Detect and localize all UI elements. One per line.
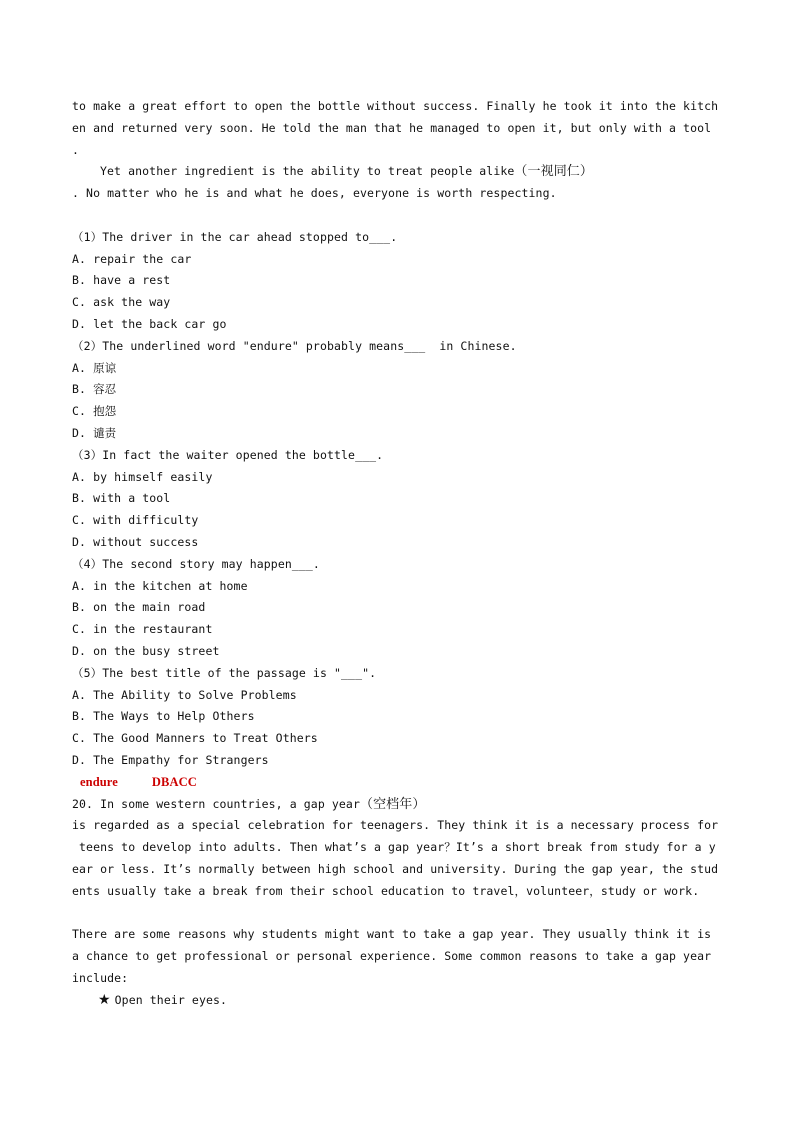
question-1 xyxy=(72,227,722,336)
question-stem: （5）The best title of the passage is "___". xyxy=(72,665,377,680)
ingredient-paragraph xyxy=(72,161,722,183)
question-stem: （4）The second story may happen___. xyxy=(72,556,320,571)
passage-top xyxy=(72,96,722,161)
option: D. The Empathy for Strangers xyxy=(72,752,269,767)
ingredient-chinese-gloss: （一视同仁） xyxy=(514,164,594,180)
option-text: B. 容忍 xyxy=(72,382,117,397)
spacer xyxy=(72,205,722,227)
paragraph-line: There are some reasons why students might want to take a gap year. They usually think it is xyxy=(72,927,712,942)
paragraph-line: teens to develop into adults. Then what’s a gap year？It’s a short break from study for a y xyxy=(72,840,716,855)
option xyxy=(72,423,722,445)
paragraph-line: ear or less. It’s normally between high school and university. During the gap year, the stud xyxy=(72,861,719,876)
ingredient-text: Yet another ingredient is the ability to treat people alike xyxy=(100,164,515,179)
passage-line: en and returned very soon. He told the man that he managed to open it, but only with a tool xyxy=(72,120,712,135)
question-stem: （1）The driver in the car ahead stopped to___. xyxy=(72,229,398,244)
paragraph-line: a chance to get professional or personal experience. Some common reasons to take a gap year xyxy=(72,949,712,964)
answer-word: endure xyxy=(80,774,118,789)
bullet-item xyxy=(72,990,722,1012)
option: B. on the main road xyxy=(72,600,206,615)
option xyxy=(72,401,722,423)
option: C. The Good Manners to Treat Others xyxy=(72,731,318,746)
question-20-heading xyxy=(72,794,722,816)
option: A. in the kitchen at home xyxy=(72,578,248,593)
question-3 xyxy=(72,445,722,554)
option: C. ask the way xyxy=(72,295,171,310)
question-4 xyxy=(72,554,722,663)
option xyxy=(72,379,722,401)
answer-letters: DBACC xyxy=(151,774,197,789)
paragraph-line: ents usually take a break from their school education to travel，volunteer，study or work. xyxy=(72,883,700,898)
gap-year-chinese-gloss: （空档年） xyxy=(359,796,426,812)
bullet-text: Open their eyes. xyxy=(114,992,228,1007)
option: A. The Ability to Solve Problems xyxy=(72,687,297,702)
question-stem: （3）In fact the waiter opened the bottle___. xyxy=(72,447,384,462)
paragraph-line: include: xyxy=(72,970,129,985)
option-text: C. 抱怨 xyxy=(72,404,117,419)
option-text: D. 谴责 xyxy=(72,425,117,440)
option: C. in the restaurant xyxy=(72,622,213,637)
option: B. with a tool xyxy=(72,491,171,506)
ingredient-continuation: . No matter who he is and what he does, everyone is worth respecting. xyxy=(72,186,557,201)
option: D. on the busy street xyxy=(72,643,220,658)
answer-key xyxy=(72,772,722,794)
option: A. by himself easily xyxy=(72,469,213,484)
question-5 xyxy=(72,663,722,772)
reasons-paragraph xyxy=(72,924,722,989)
question-2 xyxy=(72,336,722,445)
option: A. repair the car xyxy=(72,251,192,266)
passage-line: . xyxy=(72,142,80,157)
option xyxy=(72,358,722,380)
document-page xyxy=(72,96,722,1011)
option: B. have a rest xyxy=(72,273,171,288)
option: B. The Ways to Help Others xyxy=(72,709,255,724)
gap-year-paragraph xyxy=(72,815,722,902)
paragraph-line: is regarded as a special celebration for teenagers. They think it is a necessary process for xyxy=(72,818,719,833)
question-stem: （2）The underlined word "endure" probably means___ in Chinese. xyxy=(72,338,517,353)
star-icon: ★ xyxy=(98,991,111,1008)
option: D. let the back car go xyxy=(72,316,227,331)
question-20-text: 20. In some western countries, a gap year xyxy=(72,796,360,811)
option-text: A. 原谅 xyxy=(72,360,117,375)
passage-line: to make a great effort to open the bottle without success. Finally he took it into the kitch xyxy=(72,99,719,113)
option: C. with difficulty xyxy=(72,513,199,528)
option: D. without success xyxy=(72,534,199,549)
spacer xyxy=(72,902,722,924)
